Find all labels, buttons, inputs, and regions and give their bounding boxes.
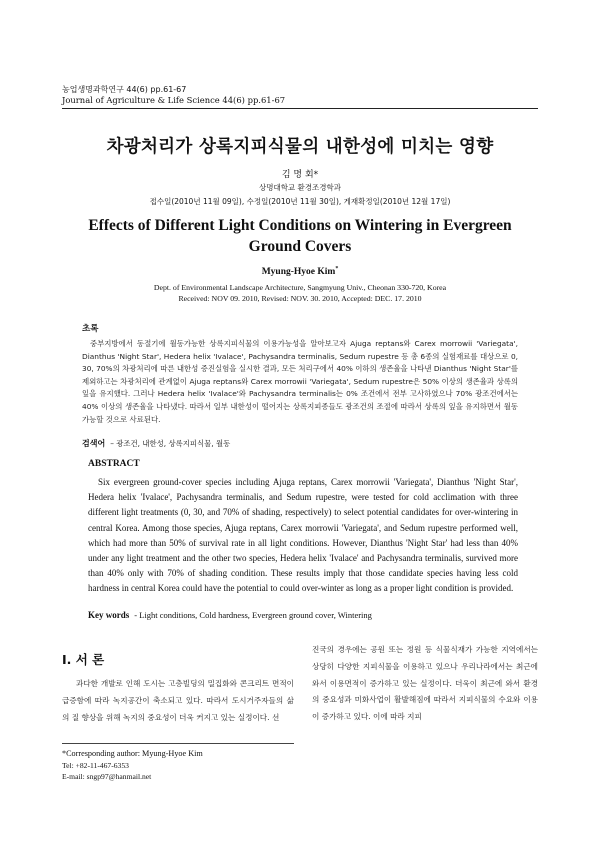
keywords-ko: [82, 438, 518, 449]
header-rule: [62, 108, 538, 109]
section1-right-column: 진국의 경우에는 공원 또는 정원 등 식물식재가 가능한 지역에서는 상당히 다양한 지피식물을 이용하고 있으나 우리나라에서는 최근에 와서 이용면적이 증가하고 있는 실정이다. 더욱이 최근에 와서 환경의 중요성과 미화사업이 활발해짐에 따라서 지피식물의 수요와 이용이 증가하고 있다. 이에 따라 지피: [312, 645, 538, 722]
dates-ko: 접수일(2010년 11월 09일), 수정일(2010년 11월 30일), 게재확정일(2010년 12월 17일): [149, 197, 451, 206]
keywords-en-label: Key words: [88, 610, 130, 620]
affiliation-ko: 상명대학교 환경조경학과: [258, 183, 342, 192]
journal-ko: 농업생명과학연구 44(6) pp.61-67: [62, 85, 187, 94]
dates-en: Received: NOV 09. 2010, Revised: NOV. 30. 2010, Accepted: DEC. 17. 2010: [178, 294, 422, 303]
author-en: [62, 266, 538, 277]
footnote-email: E-mail: sngp97@hanmail.net: [62, 772, 152, 781]
footnote-tel: Tel: +82-11-467-6353: [62, 760, 129, 770]
abstract-en-label: ABSTRACT: [88, 459, 140, 469]
author-en-name: Myung-Hyoe Kim: [261, 267, 336, 278]
keywords-ko-values: – 광조건, 내한성, 상록지피식물, 월동: [110, 439, 231, 448]
abstract-ko-text: 중부지방에서 동절기에 월동가능한 상록지피식물의 이용가능성을 알아보고자 Ajuga reptans와 Carex morrowii 'Variegata', Dianthus 'Night Star', Hedera helix 'Ivalace', Pachysandra terminalis, Sedum rupestre 등 총 6종의 실험재료를 대상으로 0, 30, 70%의 차광처리에 따른 내한성 증진실험을 실시한 결과, 모든 처리구에서 40% 이하의 생존율을 나타낸 Dianthus 'Night Star'를 제외하고는 차광처리에 관계없이 Ajuga reptans와 Carex morrowii 'Variegata', Sedum rupestre은 50% 이상의 생존율과 상록의 잎을 유지했다. 그러나 Hedera helix 'Ivalace'와 Pachysandra terminalis는 0% 조건에서 전부 고사하였으나 70% 광조건에서는 40% 이상의 생존율을 나타냈다. 따라서 일부 내한성이 떨어지는 상록지피종들도 광조건의 조절에 따라서 상록의 잎을 유지하면서 월동 가능할 것으로 사료된다.: [82, 339, 518, 424]
abstract-en-text: Six evergreen ground-cover species including Ajuga reptans, Carex morrowii 'Variegata', Dianthus 'Night Star', Hedera helix 'Ivalace', Pachysandra terminalis, and Sedum rupestre, were tested for cold acclimation with three different light treatments (0, 30, and 70% of shading, respectively) to select potential candidates for over-wintering in central Korea. Among those species, Ajuga reptans, Carex morrowii 'Variegata', and Sedum rupestre performed well, which had more than 50% of survival rate in all light conditions. However, Dianthus 'Night Star' had less than 40% under any light treatment and the other two species, Hedera helix 'Ivalace' and Pachysandra terminalis, survived more than 40% only with 70% of shading condition. These results imply that those candidate species having less cold hardness in central Korea could have the potential to could over-winter as long as a proper light condition is provided.: [88, 477, 518, 594]
journal-header: [62, 84, 285, 106]
journal-en: Journal of Agriculture & Life Science 44(6) pp.61-67: [62, 95, 286, 105]
title-ko: 차광처리가 상록지피식물의 내한성에 미치는 영향: [106, 137, 494, 157]
affiliation-en: [62, 282, 538, 304]
footnote-corresponding: *Corresponding author: Myung-Hyoe Kim: [62, 749, 203, 758]
footnote: [62, 748, 203, 783]
abstract-ko-label: 초록: [82, 324, 99, 334]
affiliation-en-text: Dept. of Environmental Landscape Architecture, Sangmyung Univ., Cheonan 330-720, Korea: [153, 283, 447, 292]
keywords-ko-label: 검색어: [82, 439, 106, 448]
title-en: Effects of Different Light Conditions on Wintering in Evergreen Ground Covers: [88, 217, 512, 255]
keywords-en-values: - Light conditions, Cold hardness, Evergreen ground cover, Wintering: [134, 610, 372, 620]
section1-title: Ⅰ. 서 론: [62, 652, 105, 667]
author-ko: 김 명 회*: [281, 170, 319, 180]
author-en-mark: *: [335, 266, 339, 272]
section1-left-column: 과다한 개발로 인해 도시는 고층빌딩의 밀집화와 콘크리트 면적이 급증함에 따라 녹지공간이 축소되고 있다. 따라서 도시거주자들의 삶의 질 향상을 위해 녹지의 중요성이 더욱 커지고 있는 실정이다. 선: [62, 679, 294, 722]
footnote-rule: [62, 743, 294, 744]
keywords-en: [88, 610, 518, 620]
